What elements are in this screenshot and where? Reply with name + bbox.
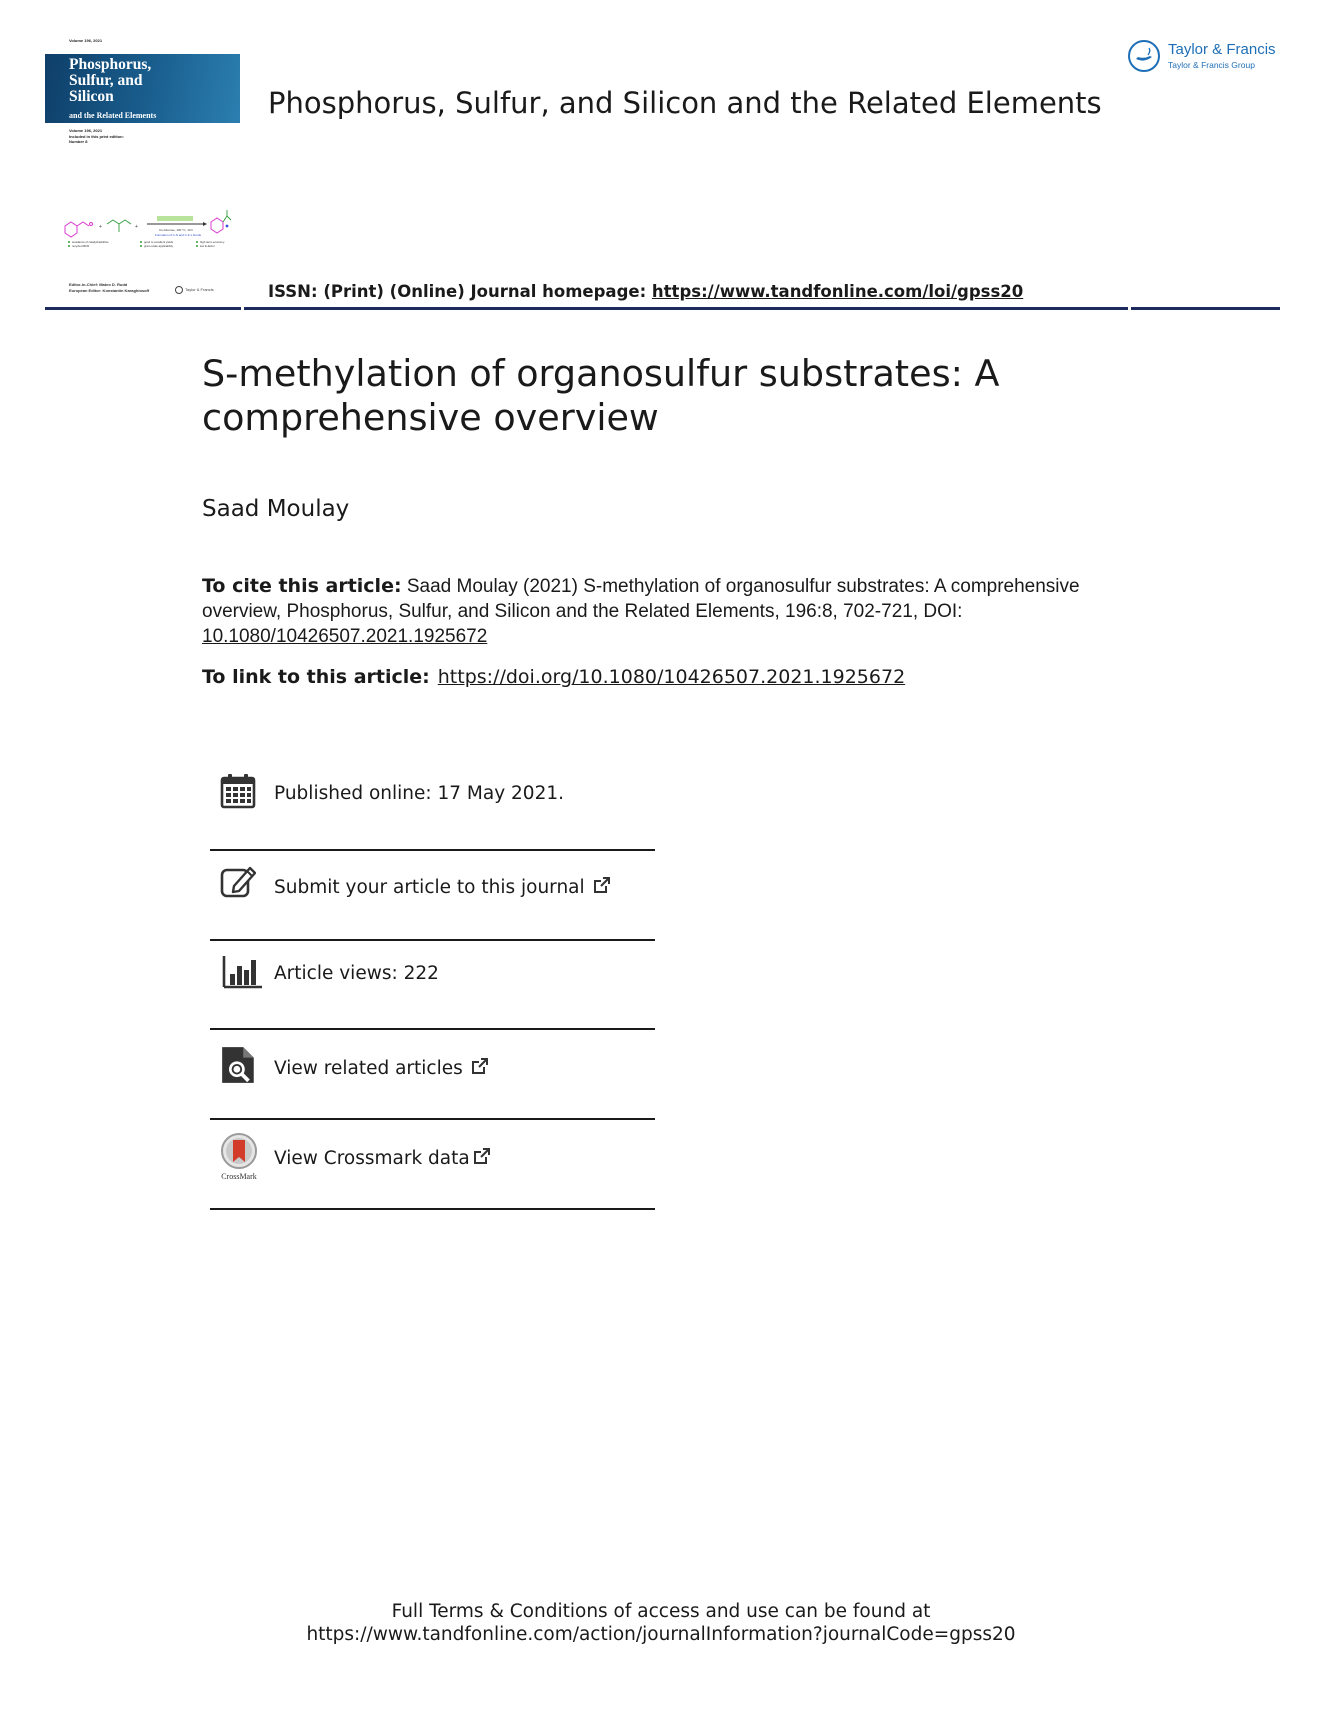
divider	[210, 849, 655, 851]
svg-text:+: +	[135, 224, 138, 230]
view-related-articles-text: View related articles	[274, 1058, 463, 1079]
external-link-icon	[593, 876, 611, 894]
cover-reaction-scheme-image	[55, 186, 235, 248]
taylor-francis-logo	[1128, 38, 1288, 78]
header-divider	[45, 307, 1280, 310]
external-link-icon	[473, 1147, 491, 1165]
article-views-text: Article views: 222	[274, 963, 439, 984]
cover-volume-line: Volume 196, 2021	[69, 38, 103, 43]
svg-text:+: +	[99, 224, 102, 230]
cover-issue-info: Volume 196, 2021 Included in this print edition: Number 8	[69, 128, 124, 144]
calendar-icon	[220, 773, 256, 809]
edit-icon	[220, 864, 256, 900]
journal-cover-thumbnail	[45, 38, 240, 300]
svg-text:good to excellent yields: good to excellent yields	[144, 240, 174, 244]
published-online-text: Published online: 17 May 2021.	[274, 783, 565, 804]
view-related-articles-link[interactable]	[210, 1040, 655, 1095]
cover-banner	[45, 54, 240, 123]
submit-article-link[interactable]	[210, 860, 655, 910]
journal-title: Phosphorus, Sulfur, and Silicon and the Related Elements	[268, 86, 1102, 120]
article-link-line	[202, 666, 905, 688]
document-search-icon	[220, 1045, 258, 1085]
svg-text:high atom economy: high atom economy	[200, 240, 225, 244]
cover-editors: Editor-in-Chief: Mateo D. Rudd European Editor: Konstantin Karaghiosoff	[69, 282, 150, 293]
article-doi-url-link[interactable]: https://doi.org/10.1080/10426507.2021.1925672	[437, 666, 906, 688]
view-crossmark-text: View Crossmark data	[274, 1148, 470, 1169]
article-author: Saad Moulay	[202, 496, 350, 522]
bar-chart-icon	[222, 954, 262, 990]
divider	[210, 1118, 655, 1120]
article-views-item	[210, 950, 655, 1000]
citation-text: Saad Moulay (2021) S-methylation of organosulfur substrates: A comprehensive overview, Phosphorus, Sulfur, and Silicon and the Related Elements, 196:8, 702-721, DOI:	[202, 576, 1080, 622]
terms-footer	[0, 1600, 1322, 1646]
view-crossmark-data-link[interactable]	[210, 1130, 655, 1185]
svg-text:gram-scale applicability: gram-scale applicability	[144, 244, 174, 248]
divider	[210, 939, 655, 941]
divider	[210, 1028, 655, 1030]
article-title: S-methylation of organosulfur substrates: A comprehensive overview	[202, 352, 1000, 439]
published-online-item	[210, 770, 655, 820]
doi-link[interactable]: 10.1080/10426507.2021.1925672	[202, 626, 488, 647]
link-label: To link to this article:	[202, 666, 430, 688]
svg-text:recycled BCR: recycled BCR	[72, 244, 90, 248]
cover-title: Phosphorus, Sulfur, and Silicon	[69, 56, 152, 105]
terms-footer-url[interactable]: https://www.tandfonline.com/action/journalInformation?journalCode=gpss20	[306, 1624, 1016, 1645]
svg-text:low E-factor: low E-factor	[200, 244, 215, 248]
crossmark-icon	[218, 1132, 260, 1184]
terms-footer-line1: Full Terms & Conditions of access and use can be found at	[391, 1601, 931, 1622]
external-link-icon	[471, 1057, 489, 1075]
submit-article-text: Submit your article to this journal	[274, 877, 585, 898]
svg-text:Cs-Glucose, 100 °C, 10 h: Cs-Glucose, 100 °C, 10 h	[159, 228, 194, 232]
journal-homepage-link[interactable]: https://www.tandfonline.com/loi/gpss20	[651, 282, 1024, 301]
publisher-group: Taylor & Francis Group	[1168, 60, 1255, 70]
cover-publisher-logo: Taylor & Francis	[175, 286, 214, 294]
crossmark-logo-text: CrossMark	[221, 1172, 257, 1181]
issn-line: ISSN: (Print) (Online) Journal homepage: https://www.tandfonline.com/loi/gpss20	[268, 282, 1024, 301]
cite-label: To cite this article:	[202, 575, 402, 597]
publisher-name: Taylor & Francis	[1168, 41, 1276, 58]
cover-subtitle: and the Related Elements	[69, 111, 157, 120]
divider	[210, 1208, 655, 1210]
svg-text:avoidance of catalyst/additive: avoidance of catalyst/additive	[72, 240, 109, 244]
citation-block	[202, 574, 1102, 649]
publisher-lamp-icon	[1128, 40, 1160, 72]
svg-text:Formation of C-N and C-F s bon: Formation of C-N and C-F s bonds	[155, 233, 202, 237]
